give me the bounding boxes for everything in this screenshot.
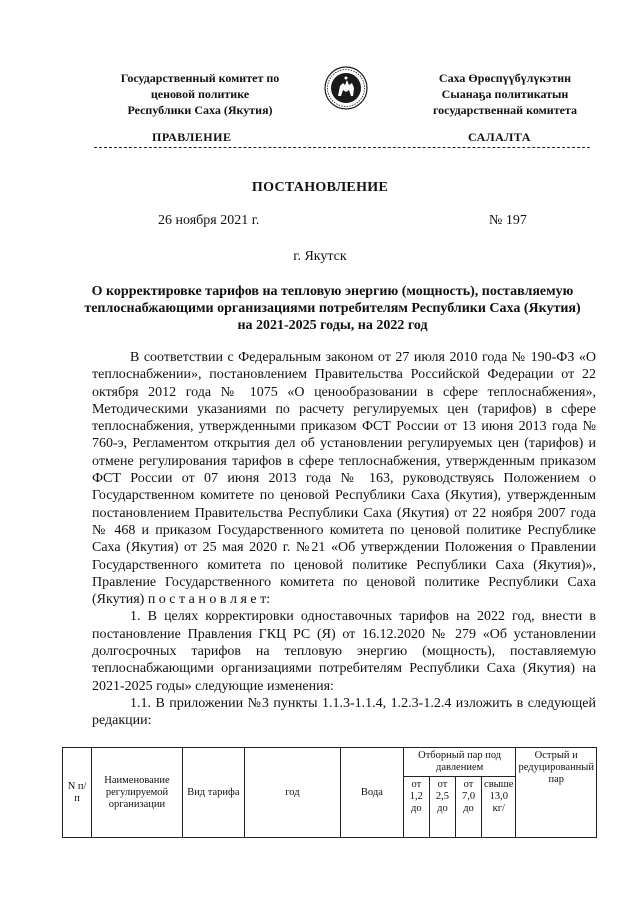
document-title: ПОСТАНОВЛЕНИЕ	[251, 180, 389, 195]
table-header-steam-1: от 1,2 до	[403, 777, 429, 838]
header-left-line-3: Республики Саха (Якутия)	[127, 103, 273, 117]
body-paragraph: 1.1. В приложении №3 пункты 1.1.3-1.1.4, 1.2.3-1.2.4 изложить в следующей редакции:	[92, 695, 596, 729]
document-subject: О корректировке тарифов на тепловую энергию (мощность), поставляемую теплоснабжающими организациями потребителям Республики Саха (Якутия) на 2021-2025 годы, на 2022 год	[84, 284, 581, 333]
document-body	[92, 349, 596, 730]
document-city: г. Якутск	[293, 249, 347, 264]
table-header-org: Наименование регулируемой организации	[92, 748, 183, 838]
table-header-row	[63, 748, 597, 777]
header-right-line-1: Саха Өрөспүүбүлүкэтин	[438, 71, 572, 85]
table-header-year: год	[244, 748, 340, 838]
table-header-steam-2: от 2,5 до	[429, 777, 455, 838]
tariff-table	[62, 747, 597, 838]
document-number: № 197	[489, 213, 527, 228]
table-header-water: Вода	[340, 748, 403, 838]
body-paragraph: 1. В целях корректировки одноставочных тарифов на 2022 год, внести в постановление Правления ГКЦ РС (Я) от 16.12.2020 № 279 «Об установлении долгосрочных тарифов на тепловую энергию (мощность), поставляемую теплоснабжающими организациями потребителям Республики Саха (Якутия) на 2021-2025 годы» следующие изменения:	[92, 609, 596, 694]
document-date: 26 ноября 2021 г.	[158, 213, 260, 228]
header-right-subtitle: САЛАЛТА	[468, 130, 531, 144]
header-right-authority	[405, 70, 605, 118]
table-header-num: N п/п	[63, 748, 92, 838]
header-divider	[94, 147, 590, 148]
table-header-steam-group: Отборный пар под давлением	[403, 748, 516, 777]
table-header-steam-4: свыше 13,0 кг/	[482, 777, 516, 838]
header-right-line-3: государственнай комитета	[433, 103, 577, 117]
table-header-steam-3: от 7,0 до	[455, 777, 481, 838]
header-right-line-2: Сыанаҕа политикатын	[441, 87, 569, 101]
table-header-tariff: Вид тарифа	[182, 748, 244, 838]
table-header-sharp-steam: Острый и редуцированный пар	[516, 748, 597, 838]
header-left-line-1: Государственный комитет по	[120, 71, 280, 85]
header-left-authority	[100, 70, 300, 118]
coat-of-arms-icon	[324, 66, 368, 110]
body-paragraph: В соответствии с Федеральным законом от 27 июля 2010 года № 190-ФЗ «О теплоснабжении», постановлением Правительства Российской Федерации от 22 октября 2012 года № 1075 «О ценообразовании в сфере теплоснабжения», Методическими указаниями по расчету регулируемых цен (тарифов) в сфере теплоснабжения, утвержденными приказом ФСТ России от 13 июня 2013 года № 760-э, Регламентом открытия дел об установлении регулируемых цен (тарифов) и отмене регулирования тарифов в сфере теплоснабжения, утвержденным приказом ФСТ России от 07 июня 2013 года № 163, руководствуясь Положением о Государственном комитете по ценовой Республики Саха (Якутия), утвержденным постановлением Правительства Республики Саха (Якутия) от 22 ноября 2007 года № 468 и приказом Государственного комитета по ценовой политике Республике Саха (Якутия) от 25 мая 2020 г. №21 «Об утверждении Положения о Правлении Государственного комитета по ценовой политике Республики Саха (Якутия)», Правление Государственного комитета по ценовой политике Республики Саха (Якутия) п о с т а н о в л я е т:	[92, 350, 596, 608]
header-left-line-2: ценовой политике	[150, 87, 250, 101]
header-left-subtitle: ПРАВЛЕНИЕ	[152, 130, 232, 144]
